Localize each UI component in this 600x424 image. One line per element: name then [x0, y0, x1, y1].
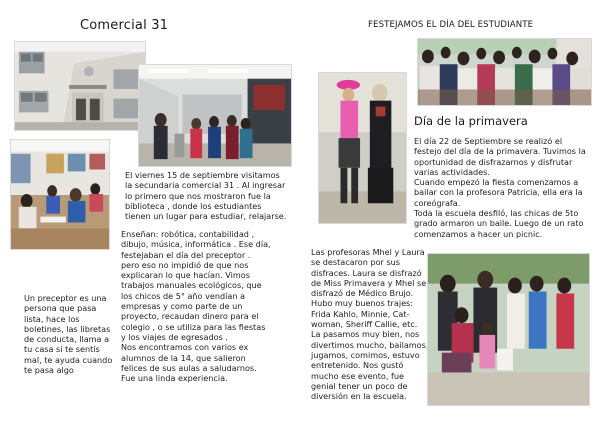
spring-section-heading: Día de la primavera: [414, 114, 528, 128]
preceptor-caption: Un preceptor es una persona que pasa lista, hace los boletines, las libretas de conducta, llama a tu casa si te sentís mal, te ayuda cuando te pasa algo: [24, 293, 113, 376]
student-group-photo: [417, 38, 592, 106]
left-page-title: Comercial 31: [80, 18, 169, 33]
school-building-photo: [14, 41, 146, 131]
classroom-students-photo: [10, 139, 110, 250]
costumed-children-photo: [427, 253, 590, 406]
costumed-teachers-photo: [318, 72, 407, 224]
costumes-paragraph: Las profesoras Mhel y Laura se destacaron por sus disfraces. Laura se disfrazó de Miss Primavera y Mhel se disfrazó de Médico Brujo. Hubo muy buenos trajes: Frida Kahlo, Minnie, Cat- woman, Sheriff Callie, etc. La pasamos muy bien, nos divertimos mucho, bailamos, jugamos, comimos, estuvo entretenido. Nos gustó mucho ese evento, fue genial tener un poco de diversión en la escuela.: [311, 247, 429, 402]
visit-paragraph: El viernes 15 de septiembre visitamos la secundaria comercial 31 . Al ingresar lo primero que nos mostraron fue la biblioteca , donde los estudiantes tienen un lugar para estudiar, relajarse.: [125, 170, 287, 222]
teaching-paragraph: Enseñan: robótica, contabilidad , dibujo, música, informática . Ese día, festejaban el día del preceptor . pero eso no impidió de que nos explicaran lo que hacían. Vimos trabajos manuales ecológicos, que los chicos de 5° año vendían a empresas y como parte de un proyecto, recaudan dinero para el colegio , o se utiliza para las fiestas y los viajes de egresados . Nos encontramos con varios ex alumnos de la 14, que salieron felices de sus aulas a saludarnos. Fue una linda experiencia.: [121, 229, 271, 384]
school-hallway-photo: [138, 64, 292, 167]
right-page-title: FESTEJAMOS EL DÍA DEL ESTUDIANTE: [368, 20, 534, 30]
spring-paragraph: El día 22 de Septiembre se realizó el festejo del día de la primavera. Tuvimos la oportunidad de disfrazarnos y disfrutar varias actividades. Cuando empezó la fiesta comenzamos a bailar con la profesora Patricia, ella era la coreógrafa. Toda la escuela desfiló, las chicas de 5to grado armaron un baile. Luego de un rato comenzamos a hacer un picnic.: [414, 136, 586, 239]
